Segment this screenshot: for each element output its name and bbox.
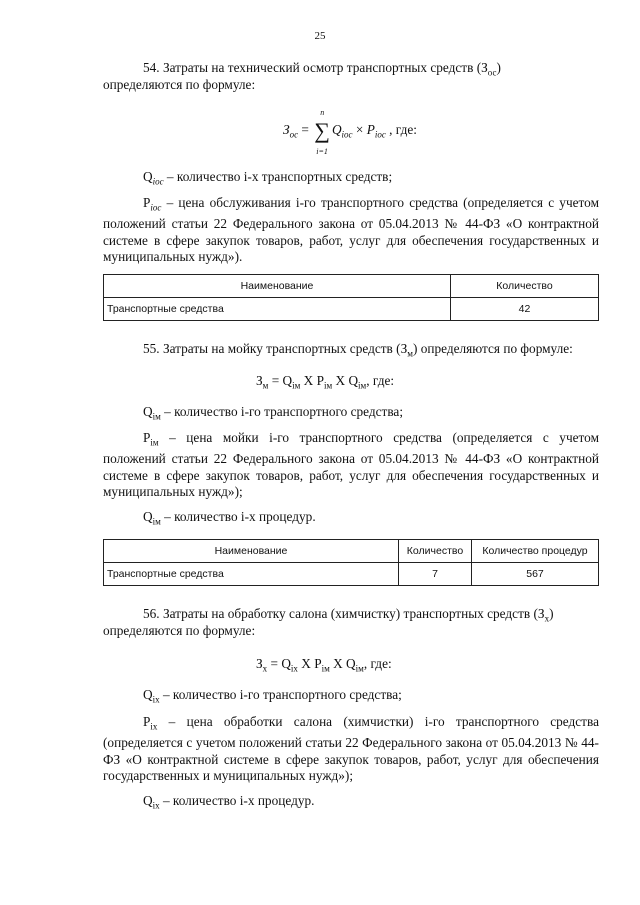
s56-q-def-pre: Q (143, 687, 153, 702)
s56-q2-def (143, 793, 599, 814)
s56-formula-lhs: З (256, 656, 263, 671)
s55-formula-eq: = Q (268, 373, 293, 388)
s55-formula-q2-sub: iм (358, 380, 367, 391)
table-row (104, 563, 599, 586)
s56-formula-lhs-sub: х (262, 663, 268, 674)
sum-symbol: ∑ n i=1 (314, 108, 330, 156)
table-header-row (104, 275, 599, 298)
s55-formula-x1: X P (300, 373, 324, 388)
s56-formula-q-sub: iх (290, 663, 298, 674)
s54-title-line2: определяются по формуле: (103, 77, 256, 92)
s54-p-def-text: – цена обслуживания i-го транспортного средства (определяется с учетом положений статьи 22 Федерального закона от 05.04.2013 № 44-ФЗ «О контрактной системе в сфере закупок товаров, работ, услуг для обеспечения государственных и муниципальных нужд»). (103, 195, 599, 265)
s54-q-def-sub: iос (152, 176, 164, 187)
s55-title (143, 341, 599, 362)
s54-formula-q: Q (331, 122, 342, 138)
table-header-cell: Количество (451, 275, 599, 298)
table-cell: 567 (472, 563, 599, 586)
s54-p-def-pre: P (143, 195, 151, 210)
s55-table (103, 539, 599, 586)
s55-formula-tail: , где: (366, 373, 395, 388)
s55-title-sub: м (407, 348, 413, 359)
table-cell: Транспортные средства (104, 298, 451, 321)
s56-title-text: 56. Затраты на обработку салона (химчистку) транспортных средств (З (143, 606, 545, 621)
s54-p-def-sub: iос (150, 202, 162, 213)
s56-q-def (143, 687, 599, 708)
s54-title-text: 54. Затраты на технический осмотр транспортных средств (З (143, 60, 488, 75)
s54-table (103, 274, 599, 321)
s56-q2-def-pre: Q (143, 793, 153, 808)
s55-q2-def (143, 509, 599, 530)
s55-p-def-sub: iм (150, 437, 159, 448)
s56-p-def-text: – цена обработки салона (химчистки) i-го транспортного средства (определяется с учетом положений статьи 22 Федерального закона от 05.04.2013 № 44-ФЗ «О контрактной системе в сфере закупок товаров, работ, услуг для обеспечения государственных и муниципальных нужд»); (103, 714, 599, 784)
s56-title-line2: определяются по формуле: (103, 623, 256, 638)
s56-q2-def-text: – количество i-х процедур. (159, 793, 315, 808)
s56-q-def-text: – количество i-го транспортного средства; (159, 687, 402, 702)
s56-p-def-sub: iх (150, 721, 158, 732)
s55-title-pre: 55. Затраты на мойку транспортных средств (З (143, 341, 408, 356)
s55-q-def-sub: iм (152, 411, 161, 422)
table-header-row (104, 540, 599, 563)
table-header-cell: Количество (399, 540, 472, 563)
s55-formula-x2: X Q (332, 373, 359, 388)
s55-formula-lhs-sub: м (262, 380, 269, 391)
s54-formula-times: × (352, 122, 367, 138)
s56-q2-def-sub: iх (152, 800, 160, 811)
sum-bottom: i=1 (316, 147, 328, 156)
s56-formula-tail: , где: (363, 656, 392, 671)
s54-title-sub: ос (487, 67, 497, 78)
s56-formula-p-sub: iм (321, 663, 330, 674)
s54-formula-lhs-sub: ос (289, 129, 299, 140)
s54-formula (283, 108, 417, 156)
s56-formula-q2-sub: iм (355, 663, 364, 674)
table-cell: 7 (399, 563, 472, 586)
s56-title-tail: ) (549, 606, 554, 621)
s56-formula-x2: X Q (329, 656, 356, 671)
s54-q-def-text: – количество i-х транспортных средств; (163, 169, 393, 184)
s56-formula-eq: = Q (267, 656, 291, 671)
s55-formula-p-sub: iм (323, 380, 333, 391)
s55-formula-lhs: З (256, 373, 263, 388)
table-header-cell: Наименование (104, 540, 399, 563)
s56-formula (256, 656, 392, 674)
s55-p-def-pre: P (143, 430, 151, 445)
s54-formula-p: P (366, 122, 375, 138)
s55-formula (256, 373, 394, 391)
s55-q-def (143, 404, 599, 425)
s55-q2-def-text: – количество i-х процедур. (160, 509, 316, 524)
s56-q-def-sub: iх (152, 694, 160, 705)
s54-q-def-pre: Q (143, 169, 153, 184)
s55-formula-q-sub: iм (292, 380, 301, 391)
s56-formula-x1: X P (297, 656, 322, 671)
s55-p-def-text: – цена мойки i-го транспортного средства (определяется с учетом положений статьи 22 Федерального закона от 05.04.2013 № 44-ФЗ «О контрактной системе в сфере закупок товаров, работ, услуг для обеспечения государственных и муниципальных нужд»); (103, 430, 599, 500)
s55-q2-def-sub: iм (152, 516, 161, 527)
s56-p-def-pre: P (143, 714, 151, 729)
s55-q-def-text: – количество i-го транспортного средства; (160, 404, 404, 419)
s55-title-post: ) определяются по формуле: (412, 341, 573, 356)
table-cell: Транспортные средства (104, 563, 399, 586)
s54-formula-lhs: З (283, 122, 290, 138)
sum-top: n (320, 108, 325, 117)
s54-p-def (103, 195, 599, 266)
s56-title-sub: х (544, 613, 550, 624)
s54-q-def (143, 169, 599, 190)
table-cell: 42 (451, 298, 599, 321)
s54-formula-q-sub: iос (341, 129, 353, 140)
table-header-cell: Наименование (104, 275, 451, 298)
s54-formula-tail: , где: (385, 122, 417, 138)
table-header-cell: Количество процедур (472, 540, 599, 563)
s55-q2-def-pre: Q (143, 509, 153, 524)
table-row (104, 298, 599, 321)
s55-p-def (103, 430, 599, 501)
s54-formula-p-sub: iос (374, 129, 386, 140)
s54-title-tail: ) (496, 60, 501, 75)
page-number: 25 (314, 30, 326, 42)
s54-formula-eq: = (298, 122, 313, 138)
s56-p-def (103, 714, 599, 785)
s55-q-def-pre: Q (143, 404, 153, 419)
